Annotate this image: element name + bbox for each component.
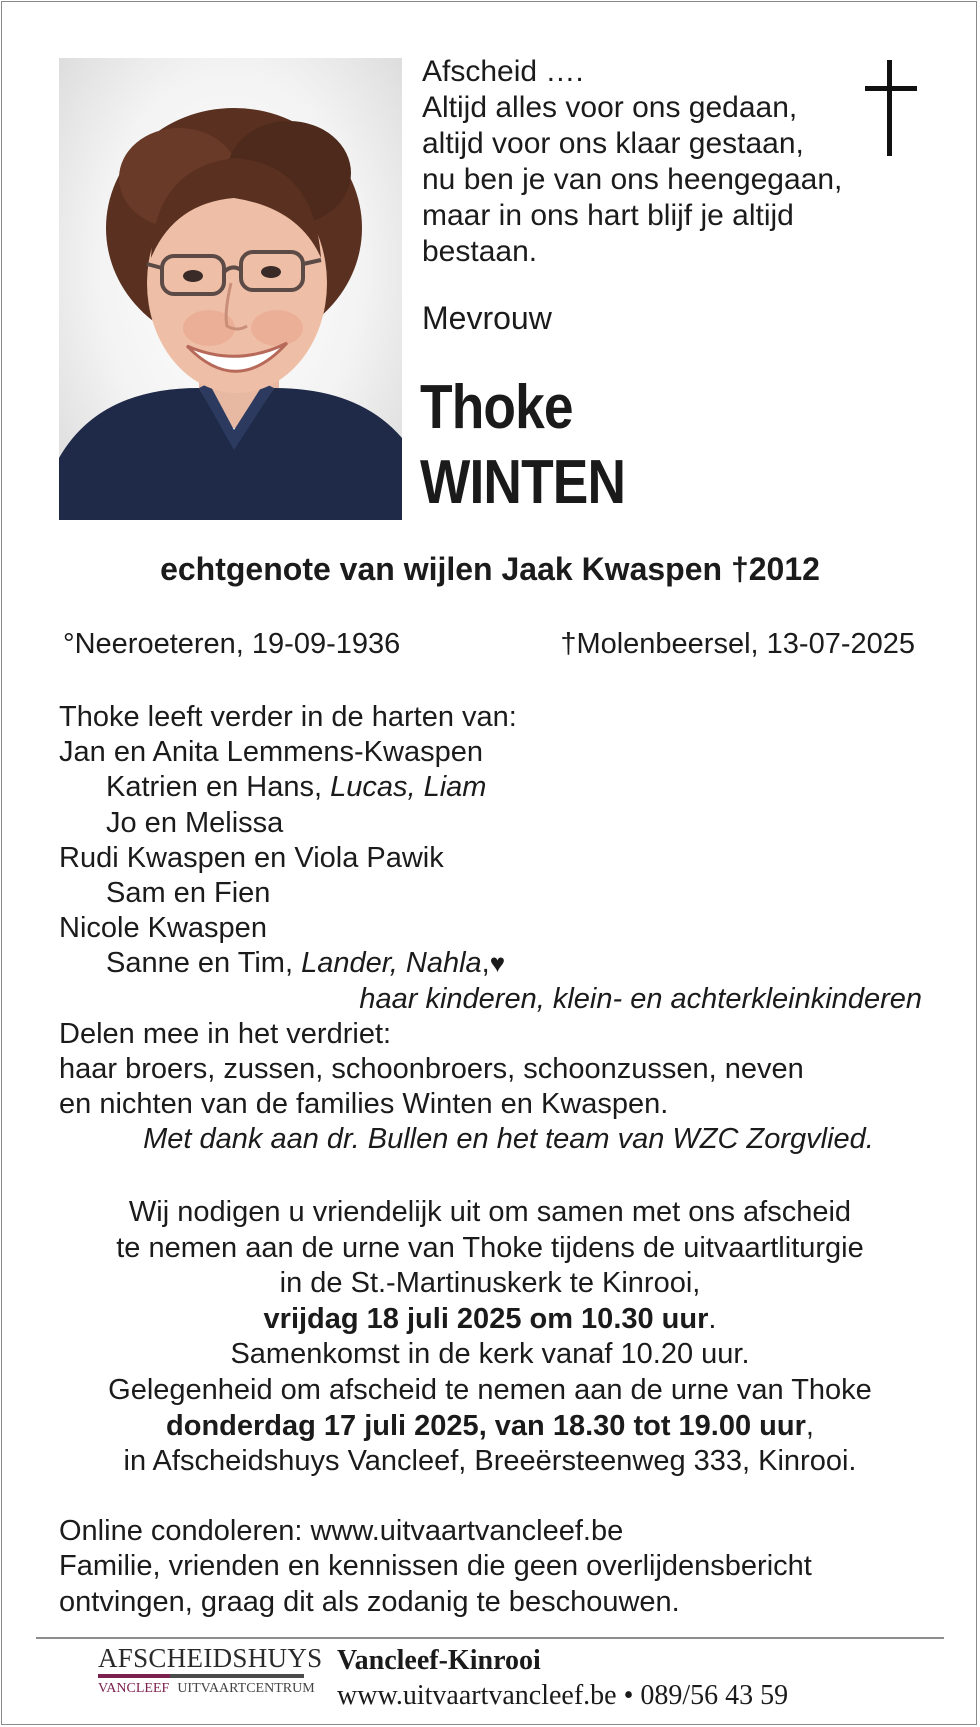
service-line: Wij nodigen u vriendelijk uit om samen met ons afscheid [128,1196,852,1228]
heart-icon: ♥ [489,948,506,979]
poem-line: maar in ons hart blijf je altijd [422,199,794,232]
last-name: WINTEN [420,448,626,517]
visitation-date: donderdag 17 juli 2025, van 18.30 tot 19.00 uur [166,1409,806,1442]
family-line: Rudi Kwaspen en Viola Pawik [59,841,444,874]
family-signature: haar kinderen, klein- en achterkleinkinderen [359,982,922,1015]
logo-subtitle [98,1681,315,1697]
family-line: Sam en Fien [106,877,271,910]
family-line [59,946,939,981]
family-line: Jan en Anita Lemmens-Kwaspen [59,736,483,769]
grandchildren-names: Lucas, Liam [330,771,487,804]
portrait-illustration [59,58,402,520]
logo-bar [98,1674,304,1678]
title-mevrouw: Mevrouw [422,300,552,336]
family-names: Katrien en Hans, [106,771,331,804]
online-condolence: Online condoleren: www.uitvaartvancleef.be [59,1515,624,1547]
service-line: in Afscheidshuys Vancleef, Breeërsteenweg 333, Kinrooi. [123,1445,857,1478]
punctuation: , [805,1409,814,1442]
poem-line: nu ben je van ons heengegaan, [422,163,843,196]
online-info [59,1514,812,1620]
notice-line: ontvingen, graag dit als zodanig te beschouwen. [59,1585,680,1618]
service-line: te nemen aan de urne van Thoke tijdens de uitvaartliturgie [116,1231,864,1264]
family-intro: Thoke leeft verder in de harten van: [59,701,517,733]
logo-sub-vancleef: VANCLEEF [98,1681,170,1696]
service-line: Gelegenheid om afscheid te nemen aan de urne van Thoke [108,1373,872,1406]
company-name: Vancleef-Kinrooi [337,1645,541,1676]
family-names: Sanne en Tim, [106,947,302,980]
thanks-line: Met dank aan dr. Bullen en het team van WZC Zorgvlied. [143,1123,874,1156]
poem-line: bestaan. [422,235,538,268]
family-line: Jo en Melissa [106,806,284,839]
poem-line: Afscheid …. [422,55,584,88]
punctuation: . [708,1302,717,1335]
funeral-home-logo [98,1643,323,1704]
family-line: Nicole Kwaspen [59,912,267,945]
notice-line: Familie, vrienden en kennissen die geen overlijdensbericht [59,1550,812,1583]
service-line: Samenkomst in de kerk vanaf 10.20 uur. [230,1338,750,1371]
cross-icon [860,60,922,160]
service-line [0,1409,980,1445]
poem [422,54,862,270]
logo-sub-uitvaartcentrum: UITVAARTCENTRUM [177,1681,315,1696]
birth-info: °Neeroeteren, 19-09-1936 [63,628,401,660]
relatives-line: haar broers, zussen, schoonbroers, schoonzussen, neven [59,1053,804,1086]
grandchildren-names: Lander, Nahla [301,947,482,980]
footer-divider [36,1637,944,1639]
first-name: Thoke [420,373,573,442]
service-info [0,1195,980,1480]
death-info: †Molenbeersel, 13-07-2025 [560,628,915,660]
service-line: in de St.-Martinuskerk te Kinrooi, [279,1267,701,1300]
family-list [59,700,939,1158]
spouse-line: echtgenote van wijlen Jaak Kwaspen †2012 [160,551,820,587]
poem-line: altijd voor ons klaar gestaan, [422,127,804,160]
poem-line: Altijd alles voor ons gedaan, [422,91,798,124]
logo-title: AFSCHEIDSHUYS [98,1643,323,1673]
family-line [59,770,939,805]
share-intro: Delen mee in het verdriet: [59,1017,392,1050]
company-contact[interactable]: www.uitvaartvancleef.be • 089/56 43 59 [337,1680,789,1711]
service-date: vrijdag 18 juli 2025 om 10.30 uur [263,1302,709,1335]
comma: , [481,947,490,980]
relatives-line: en nichten van de families Winten en Kwaspen. [59,1088,669,1121]
service-line [0,1302,980,1338]
portrait-photo [59,58,402,520]
